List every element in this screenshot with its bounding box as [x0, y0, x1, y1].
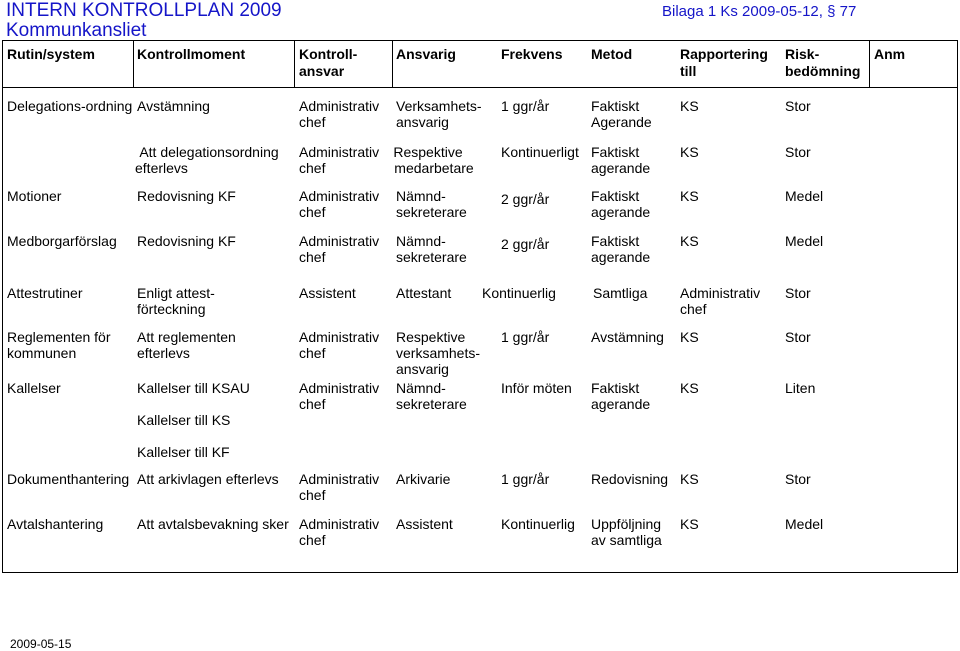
col-header-rutin: Rutin/system	[7, 46, 95, 62]
table-cell: 1 ggr/år	[501, 98, 550, 114]
table-cell: Agerande	[591, 114, 652, 130]
table-cell: 1 ggr/år	[501, 471, 550, 487]
table-cell: 2 ggr/år	[501, 191, 550, 207]
table-cell: Samtliga	[593, 285, 648, 301]
table-cell: Administrativ	[299, 98, 380, 114]
col-header-kontrollansvar-2: ansvar	[299, 63, 345, 79]
table-cell: chef	[299, 204, 326, 220]
table-cell: Nämnd-	[396, 380, 446, 396]
table-cell: Medel	[785, 516, 824, 532]
table-cell: Medel	[785, 188, 824, 204]
table-cell: Att reglementen	[137, 329, 236, 345]
table-cell: Stor	[785, 329, 811, 345]
table-cell: efterlevs	[135, 160, 188, 176]
table-cell: Nämnd-	[396, 233, 446, 249]
col-header-kontrollmoment: Kontrollmoment	[137, 46, 246, 62]
table-cell: Att delegationsordning	[139, 144, 279, 160]
column-divider	[392, 41, 393, 88]
table-cell: Stor	[785, 98, 811, 114]
table-cell: chef	[299, 345, 326, 361]
table-cell: Attestrutiner	[7, 285, 83, 301]
table-cell: chef	[299, 249, 326, 265]
table-cell: Redovisning KF	[137, 188, 236, 204]
col-header-anm: Anm	[874, 46, 906, 62]
column-divider	[294, 41, 295, 88]
col-header-frekvens: Frekvens	[501, 46, 563, 62]
table-cell: Verksamhets-	[396, 98, 482, 114]
col-header-rapportering: Rapportering	[680, 46, 768, 62]
table-cell: 2 ggr/år	[501, 236, 550, 252]
col-header-risk: Risk-	[785, 46, 820, 62]
table-cell: av samtliga	[591, 532, 662, 548]
table-cell: chef	[299, 396, 326, 412]
document-title: INTERN KONTROLLPLAN 2009	[6, 0, 282, 21]
table-cell: KS	[680, 329, 699, 345]
table-cell: Nämnd-	[396, 188, 446, 204]
table-cell: Att arkivlagen efterlevs	[137, 471, 279, 487]
table-cell: Kontinuerlig	[482, 285, 556, 301]
table-cell: Administrativ	[299, 380, 380, 396]
table-cell: Redovisning	[591, 471, 669, 487]
table-cell: Stor	[785, 471, 811, 487]
table-cell: Arkivarie	[396, 471, 451, 487]
table-cell: Motioner	[7, 188, 62, 204]
table-cell: agerande	[591, 160, 651, 176]
table-cell: Respektive	[396, 329, 466, 345]
table-cell: Kontinuerlig	[501, 516, 575, 532]
table-cell: Redovisning KF	[137, 233, 236, 249]
header-divider	[3, 87, 957, 88]
table-cell: KS	[680, 188, 699, 204]
table-cell: Avstämning	[591, 329, 664, 345]
table-cell: Kallelser till KF	[137, 444, 230, 460]
table-cell: Administrativ	[299, 329, 380, 345]
table-cell: chef	[299, 532, 326, 548]
table-cell: chef	[299, 487, 326, 503]
table-cell: förteckning	[137, 301, 206, 317]
table-cell: Reglementen för	[7, 329, 111, 345]
table-cell: Liten	[785, 380, 816, 396]
table-cell: kommunen	[7, 345, 77, 361]
document-subtitle: Kommunkansliet	[6, 20, 147, 41]
table-cell: Faktiskt	[591, 144, 640, 160]
table-cell: chef	[299, 160, 326, 176]
column-divider	[133, 41, 134, 88]
table-cell: Administrativ	[299, 516, 380, 532]
table-cell: Medel	[785, 233, 824, 249]
footer-date: 2009-05-15	[10, 637, 72, 651]
table-cell: KS	[680, 380, 699, 396]
table-cell: Delegations-ordning	[7, 98, 133, 114]
table-cell: Administrativ	[299, 233, 380, 249]
table-cell: Stor	[785, 144, 811, 160]
table-cell: Kallelser till KSAU	[137, 380, 250, 396]
table-cell: Faktiskt	[591, 233, 640, 249]
table-cell: Dokumenthantering	[7, 471, 130, 487]
table-cell: Kontinuerligt	[501, 144, 579, 160]
table-cell: verksamhets-	[396, 345, 481, 361]
table-cell: agerande	[591, 249, 651, 265]
col-header-kontrollansvar: Kontroll-	[299, 46, 358, 62]
table-cell: sekreterare	[396, 204, 467, 220]
table-cell: efterlevs	[137, 345, 190, 361]
table-cell: medarbetare	[394, 160, 474, 176]
table-cell: Administrativ	[299, 144, 380, 160]
table-cell: Kallelser	[7, 380, 61, 396]
table-cell: Attestant	[396, 285, 452, 301]
table-cell: Administrativ	[680, 285, 761, 301]
column-divider	[869, 41, 870, 88]
table-cell: Administrativ	[299, 471, 380, 487]
appendix-reference: Bilaga 1 Ks 2009-05-12, § 77	[662, 3, 857, 20]
table-cell: Kallelser till KS	[137, 412, 231, 428]
table-cell: Uppföljning	[591, 516, 662, 532]
table-cell: ansvarig	[396, 114, 449, 130]
table-cell: chef	[299, 114, 326, 130]
table-cell: KS	[680, 471, 699, 487]
table-cell: chef	[680, 301, 707, 317]
col-header-risk-2: bedömning	[785, 63, 861, 79]
table-cell: sekreterare	[396, 249, 467, 265]
control-plan-table	[2, 40, 958, 573]
col-header-ansvarig: Ansvarig	[396, 46, 456, 62]
table-cell: Medborgarförslag	[7, 233, 117, 249]
table-cell: Avstämning	[137, 98, 210, 114]
col-header-metod: Metod	[591, 46, 633, 62]
table-cell: agerande	[591, 396, 651, 412]
table-cell: 1 ggr/år	[501, 329, 550, 345]
col-header-rapportering-2: till	[680, 63, 697, 79]
table-cell: Assistent	[299, 285, 356, 301]
table-cell: KS	[680, 98, 699, 114]
table-cell: sekreterare	[396, 396, 467, 412]
table-cell: Faktiskt	[591, 188, 640, 204]
table-cell: Administrativ	[299, 188, 380, 204]
table-cell: KS	[680, 233, 699, 249]
table-cell: KS	[680, 144, 699, 160]
table-cell: Assistent	[396, 516, 453, 532]
table-cell: Att avtalsbevakning sker	[137, 516, 289, 532]
table-cell: agerande	[591, 204, 651, 220]
table-cell: Faktiskt	[591, 98, 640, 114]
table-cell: Inför möten	[501, 380, 572, 396]
table-cell: Stor	[785, 285, 811, 301]
table-cell: Avtalshantering	[7, 516, 104, 532]
table-cell: Enligt attest-	[137, 285, 215, 301]
table-cell: KS	[680, 516, 699, 532]
table-cell: Respektive	[393, 144, 463, 160]
table-cell: Faktiskt	[591, 380, 640, 396]
table-cell: ansvarig	[396, 361, 449, 377]
